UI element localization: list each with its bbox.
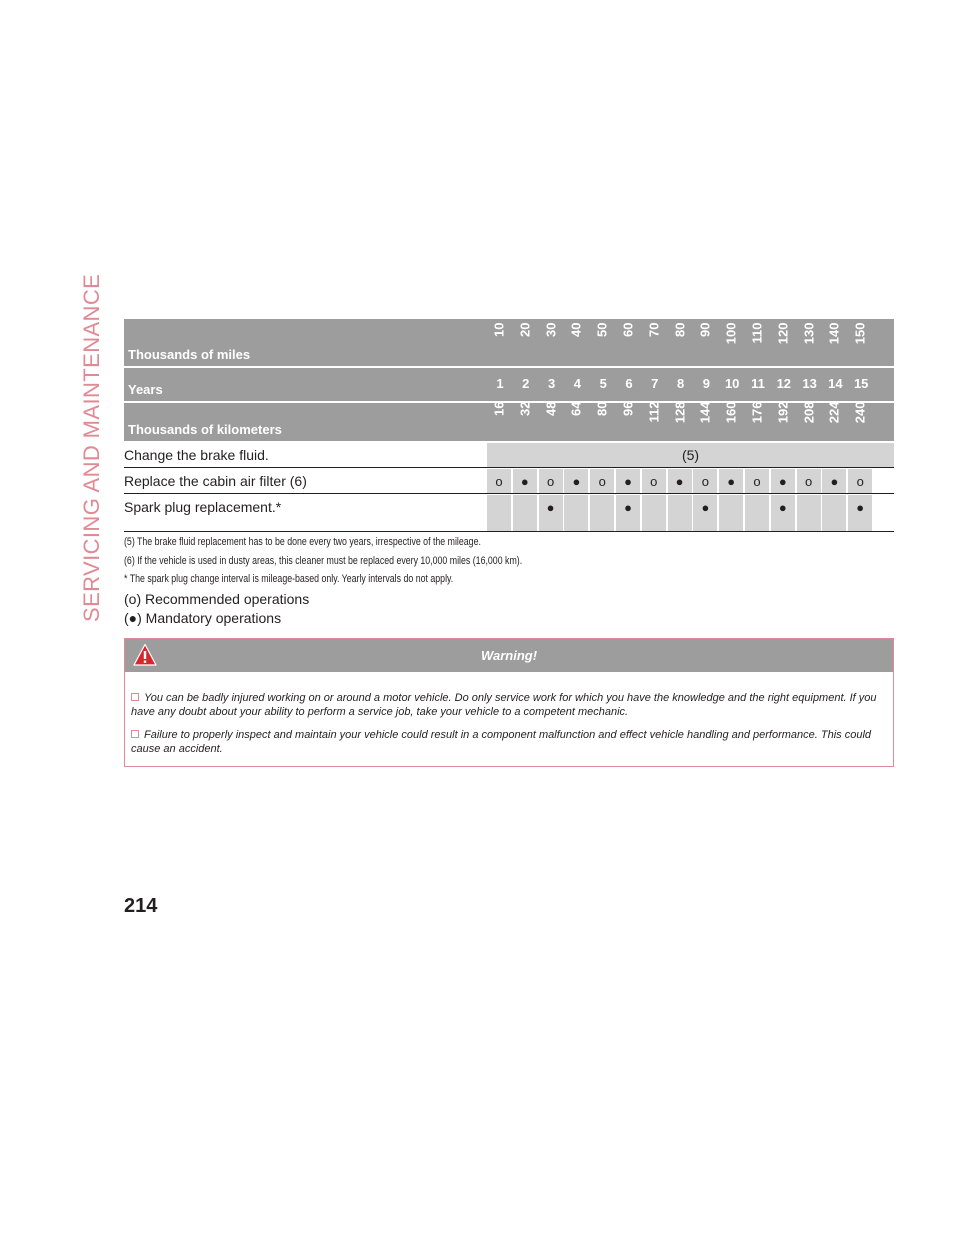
recommended-mark: o	[546, 474, 555, 489]
header-label: Thousands of miles	[128, 347, 251, 362]
checkbox-bullet-icon	[131, 730, 139, 738]
warning-title: Warning!	[480, 648, 538, 663]
header-value: 2	[522, 376, 530, 391]
header-value: 7	[651, 376, 659, 391]
mandatory-mark: ●	[520, 474, 529, 489]
page-number: 214	[124, 895, 158, 917]
row-label: Change the brake fluid.	[124, 447, 269, 463]
mandatory-mark: ●	[701, 500, 710, 515]
header-value: 144	[697, 401, 713, 424]
warning-item: You can be badly injured working on or around a motor vehicle. Do only service work for which you have the knowledge and the right equipment. If you have any doubt about your ability to perform a service job, take your vehicle to a competent mechanic.	[131, 692, 877, 718]
mandatory-mark: ●	[856, 500, 865, 515]
warning-header	[125, 639, 893, 672]
recommended-mark: o	[495, 474, 503, 489]
header-value: 128	[672, 401, 688, 424]
mandatory-mark: ●	[546, 500, 555, 515]
header-value: 32	[517, 401, 533, 416]
header-value: 150	[852, 322, 868, 344]
header-value: 12	[776, 376, 792, 391]
footnote: (6) If the vehicle is used in dusty areas, this cleaner must be replaced every 10,000 miles (16,000 km).	[124, 555, 523, 567]
header-value: 96	[620, 401, 636, 416]
mandatory-mark: ●	[624, 500, 632, 515]
header-value: 4	[573, 376, 581, 391]
row-divider	[124, 467, 894, 468]
header-value: 10	[491, 322, 507, 337]
header-value: 100	[723, 322, 739, 344]
header-value: 9	[702, 376, 710, 391]
recommended-mark: o	[598, 474, 606, 489]
row-label: Replace the cabin air filter (6)	[124, 473, 307, 489]
schedule-row	[124, 469, 894, 493]
header-row	[124, 319, 894, 366]
header-value: 48	[543, 401, 559, 416]
legend-item: (●) Mandatory operations	[124, 610, 282, 626]
schedule-cell	[590, 495, 614, 531]
schedule-cell	[797, 495, 821, 531]
header-value: 14	[828, 376, 843, 391]
schedule-row	[124, 495, 894, 531]
header-value: 110	[749, 322, 765, 343]
header-value: 112	[646, 401, 662, 423]
header-value: 16	[491, 401, 507, 416]
warning-box	[124, 638, 894, 767]
schedule-cell	[487, 495, 511, 531]
header-value: 160	[723, 401, 739, 424]
header-value: 224	[826, 401, 842, 424]
header-value: 70	[646, 322, 662, 337]
mandatory-mark: ●	[778, 474, 787, 489]
header-label: Thousands of kilometers	[128, 422, 282, 437]
mandatory-mark: ●	[830, 474, 839, 489]
header-value: 10	[724, 376, 740, 391]
recommended-mark: o	[804, 474, 813, 489]
header-value: 13	[802, 376, 817, 391]
header-value: 8	[676, 376, 685, 391]
checkbox-bullet-icon	[131, 693, 139, 701]
schedule-cell	[513, 495, 537, 531]
recommended-mark: o	[701, 474, 709, 489]
header-value: 15	[853, 376, 869, 391]
row-divider	[124, 493, 894, 494]
header-value: 1	[496, 376, 504, 391]
warning-item: Failure to properly inspect and maintain your vehicle could result in a component malfunction and effect vehicle handling and performance. This could cause an accident.	[131, 729, 872, 755]
header-value: 208	[801, 401, 817, 424]
merged-cell	[487, 443, 894, 467]
header-value: 40	[568, 322, 584, 337]
schedule-row	[124, 443, 894, 467]
row-divider	[124, 531, 894, 532]
header-value: 6	[625, 376, 633, 391]
header-value: 60	[620, 322, 636, 337]
header-value: 192	[775, 401, 791, 424]
header-value: 5	[599, 376, 607, 391]
recommended-mark: o	[856, 474, 864, 489]
mandatory-mark: ●	[675, 474, 684, 489]
header-value: 64	[568, 401, 584, 416]
legend-item: (o) Recommended operations	[124, 591, 310, 607]
header-label: Years	[128, 382, 163, 397]
header-value: 120	[775, 322, 791, 344]
recommended-mark: o	[650, 474, 658, 489]
schedule-cell	[564, 495, 588, 531]
schedule-cell	[822, 495, 846, 531]
footnote: (5) The brake fluid replacement has to be done every two years, irrespective of the mileage.	[124, 536, 481, 548]
mandatory-mark: ●	[778, 500, 787, 515]
header-value: 240	[852, 401, 868, 424]
header-value: 20	[517, 322, 533, 337]
mandatory-mark: ●	[624, 474, 632, 489]
schedule-cell	[642, 495, 666, 531]
header-value: 80	[594, 401, 610, 416]
schedule-cell	[719, 495, 743, 531]
header-row	[124, 368, 894, 401]
header-value: 3	[547, 376, 556, 391]
header-value: 50	[594, 322, 610, 337]
header-row	[124, 403, 894, 441]
header-value: 176	[749, 401, 765, 424]
header-value: 80	[672, 322, 688, 337]
header-value: 90	[697, 322, 713, 337]
recommended-mark: o	[753, 474, 761, 489]
row-note: (5)	[681, 447, 700, 463]
mandatory-mark: ●	[727, 474, 736, 489]
footnote: * The spark plug change interval is mileage-based only. Yearly intervals do not apply.	[124, 573, 454, 585]
header-value: 11	[751, 376, 765, 391]
section-title: SERVICING AND MAINTENANCE	[79, 273, 104, 622]
schedule-cell	[745, 495, 769, 531]
header-value: 130	[801, 322, 817, 344]
row-label: Spark plug replacement.*	[124, 499, 282, 515]
schedule-cell	[668, 495, 692, 531]
header-value: 140	[826, 322, 842, 344]
header-value: 30	[543, 322, 559, 337]
mandatory-mark: ●	[572, 474, 581, 489]
